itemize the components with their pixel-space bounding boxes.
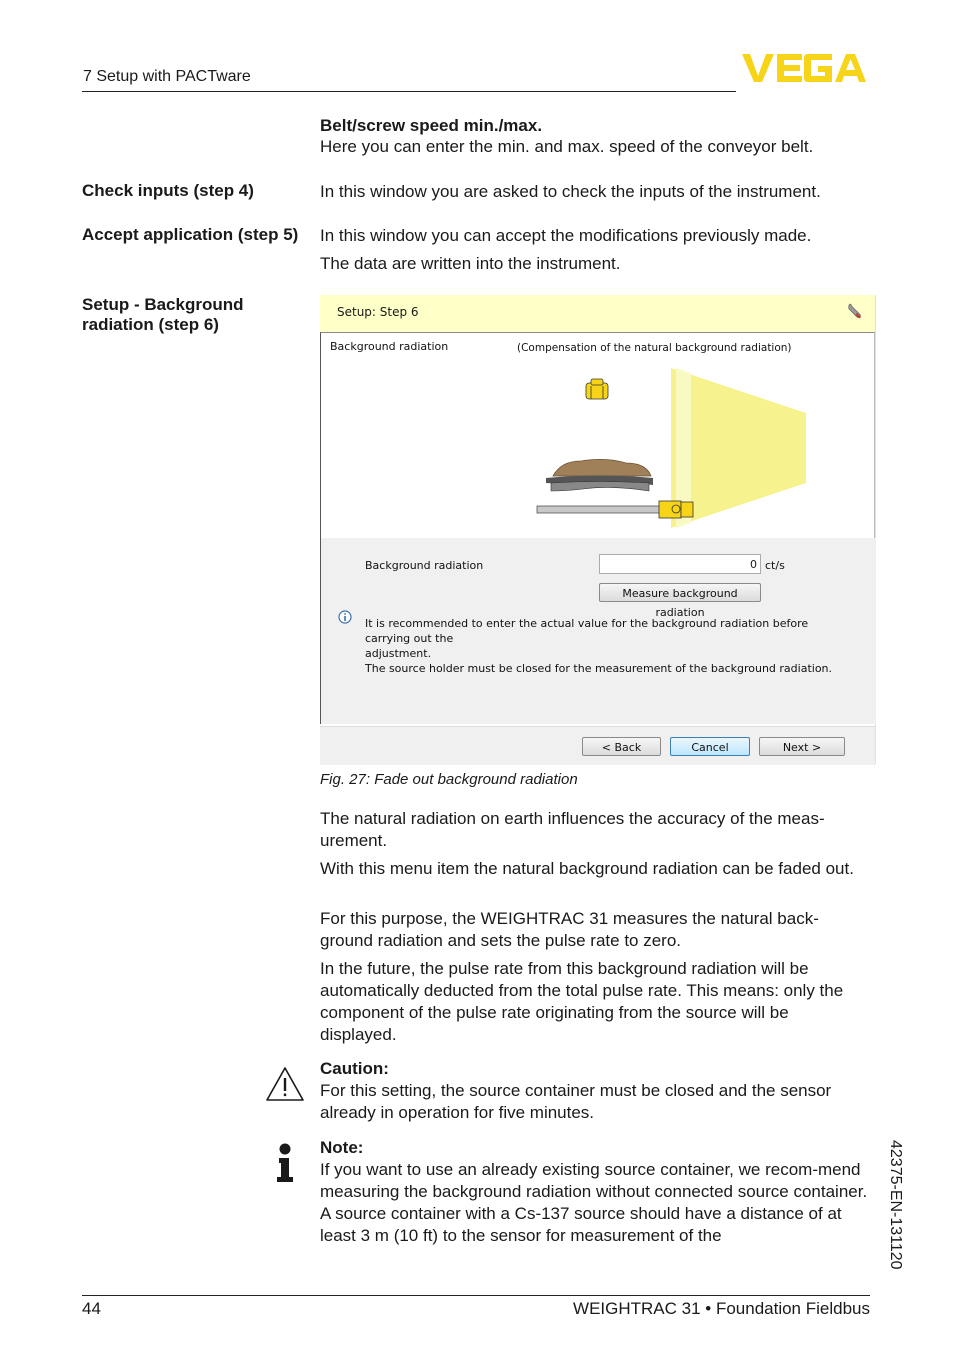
back-button[interactable]: < Back — [582, 737, 661, 756]
info-text — [365, 616, 855, 676]
note-title: Note: — [320, 1138, 364, 1157]
cancel-button[interactable]: Cancel — [670, 737, 750, 756]
dialog-settings-panel — [320, 538, 876, 724]
accept-application-text-1: In this window you can accept the modifications previously made. — [320, 226, 812, 245]
check-inputs-label: Check inputs (step 4) — [82, 181, 254, 200]
footer-title: WEIGHTRAC 31 • Foundation Fieldbus — [573, 1299, 870, 1318]
header-rule — [82, 91, 736, 92]
caution-title: Caution: — [320, 1059, 389, 1078]
field-label: Background radiation — [365, 559, 484, 572]
accept-application-label: Accept application (step 5) — [82, 225, 299, 244]
background-radiation-input[interactable]: 0 — [599, 554, 761, 574]
paragraph-4: In the future, the pulse rate from this background radiation will be automatically deducted from the total pulse rate. This means: only the component of the pulse rate originating from the source will be displayed. — [320, 959, 844, 1044]
accept-application-text-2: The data are written into the instrument. — [320, 254, 621, 273]
note-text: If you want to use an already existing source container, we recom-mend measuring the background radiation without connected source container. A source container with a Cs-137 source should have a distance of at least 3 m (10 ft) to the sensor for measurement of the — [320, 1160, 868, 1245]
running-header: 7 Setup with PACTware — [83, 68, 251, 85]
check-inputs-text: In this window you are asked to check the inputs of the instrument. — [320, 182, 821, 201]
measurement-illustration — [321, 333, 874, 538]
dialog-title: Setup: Step 6 — [337, 305, 419, 319]
info-icon — [337, 610, 353, 631]
paragraph-1: The natural radiation on earth influences the accuracy of the meas-urement. — [320, 809, 825, 850]
conveyor-belt-icon — [546, 459, 653, 491]
caution-text: For this setting, the source container must be closed and the sensor already in operation for five minutes. — [320, 1081, 832, 1122]
setup-step-dialog — [320, 295, 876, 764]
sensor-rod-icon — [537, 501, 693, 518]
wrench-icon[interactable] — [847, 303, 863, 324]
section-note: (Compensation of the natural background radiation) — [517, 342, 792, 354]
dialog-title-bar — [320, 295, 875, 332]
info-line-2: adjustment. — [365, 647, 432, 660]
belt-speed-title: Belt/screw speed min./max. — [320, 116, 543, 135]
paragraph-2: With this menu item the natural background radiation can be faded out. — [320, 859, 854, 878]
dialog-button-bar — [320, 726, 875, 765]
measure-background-button[interactable]: Measure background radiation — [599, 583, 761, 602]
footer-rule — [82, 1295, 870, 1296]
page-number: 44 — [82, 1299, 101, 1318]
source-container-icon — [586, 379, 608, 399]
next-button[interactable]: Next > — [759, 737, 845, 756]
field-unit: ct/s — [765, 559, 785, 572]
document-code-text: 42375-EN-131120 — [887, 1140, 904, 1270]
info-i-icon — [276, 1143, 296, 1188]
vega-logo — [742, 52, 872, 89]
document-code — [872, 1140, 912, 1290]
info-line-3: The source holder must be closed for the measurement of the background radiation. — [365, 662, 833, 675]
dialog-graphic-panel — [320, 332, 875, 538]
belt-speed-text: Here you can enter the min. and max. speed of the conveyor belt. — [320, 137, 814, 156]
info-line-1: It is recommended to enter the actual value for the background radiation before carrying out the — [365, 617, 809, 645]
background-radiation-label: Setup - Background radiation (step 6) — [82, 295, 244, 334]
warning-triangle-icon — [265, 1066, 305, 1107]
figure-caption: Fig. 27: Fade out background radiation — [320, 771, 578, 788]
section-label: Background radiation — [330, 340, 449, 353]
paragraph-3: For this purpose, the WEIGHTRAC 31 measures the natural back-ground radiation and sets the pulse rate to zero. — [320, 909, 819, 950]
